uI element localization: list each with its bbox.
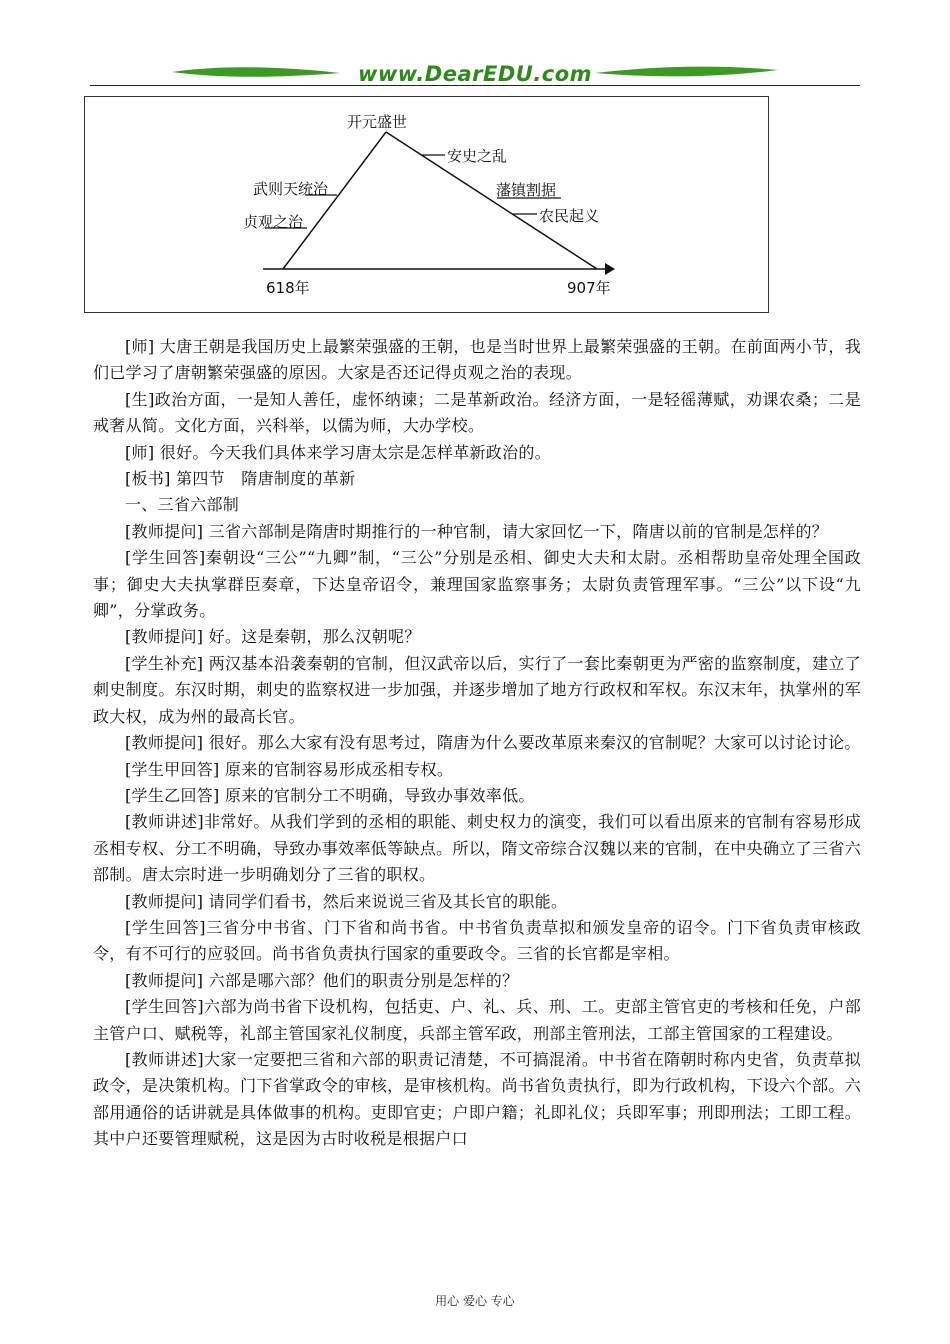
paragraph: [学生乙回答] 原来的官制分工不明确，导致办事效率低。 [125, 785, 535, 805]
lesson-text [93, 334, 861, 1153]
paragraph: [学生回答]秦朝设“三公”“九卿”制，“三公”分别是丞相、御史大夫和太尉。丞相帮助皇帝处理全国政事；御史大夫执掌群臣奏章，下达皇帝诏令，兼理国家监察事务；太尉负责管理军事。“三公”以下设“九卿”，分掌政务。 [93, 548, 861, 621]
paragraph: [教师讲述]非常好。从我们学到的丞相的职能、刺史权力的演变，我们可以看出原来的官制有容易形成丞相专权、分工不明确，导致办事效率低等缺点。所以，隋文帝综合汉魏以来的官制，在中央确立了三省六部制。唐太宗时进一步明确划分了三省的职权。 [93, 812, 861, 885]
paragraph: [学生甲回答] 原来的官制容易形成丞相专权。 [125, 759, 454, 779]
paragraph: [教师提问] 好。这是秦朝，那么汉朝呢？ [125, 627, 421, 647]
start-year-label: 618年 [266, 279, 310, 297]
site-url: www.DearEDU.com [357, 62, 593, 86]
rise-line [283, 132, 386, 269]
paragraph: [师] 很好。今天我们具体来学习唐太宗是怎样革新政治的。 [125, 442, 551, 462]
paragraph: [师] 大唐王朝是我国历史上最繁荣强盛的王朝，也是当时世界上最繁荣强盛的王朝。在前面两小节，我们已学习了唐朝繁荣强盛的原因。大家是否还记得贞观之治的表现。 [93, 337, 861, 383]
fanzhen-label: 藩镇割据 [496, 181, 557, 199]
paragraph: [教师提问] 三省六部制是隋唐时期推行的一种官制，请大家回忆一下，隋唐以前的官制是怎样的？ [125, 521, 829, 541]
wuzetian-label: 武则天统治 [253, 180, 329, 198]
paragraph: [教师讲述]大家一定要把三省和六部的职责记清楚，不可搞混淆。中书省在隋朝时称内史省，负责草拟政令，是决策机构。门下省掌政令的审核，是审核机构。尚书省负责执行，即为行政机构，下设六个部。六部用通俗的话讲就是具体做事的机构。吏即官吏；户即户籍；礼即礼仪；兵即军事；刑即刑法；工即工程。其中户还要管理赋税，这是因为古时收税是根据户口 [93, 1049, 861, 1149]
paragraph: [教师提问] 很好。那么大家有没有思考过，隋唐为什么要改革原来秦汉的官制呢？大家可以讨论讨论。 [125, 733, 861, 753]
paragraph: [学生回答]六部为尚书省下设机构，包括吏、户、礼、兵、刑、工。吏部主管官吏的考核和任免，户部主管户口、赋税等，礼部主管国家礼仪制度，兵部主管军政，刑部主管刑法，工部主管国家的工程建设。 [93, 997, 861, 1043]
page-footer: 用心 爱心 专心 [435, 1294, 515, 1308]
zhenguan-label: 贞观之治 [243, 213, 304, 231]
timeline-lines [85, 97, 768, 312]
page-header [90, 58, 860, 90]
paragraph: [学生回答]三省分中书省、门下省和尚书省。中书省负责草拟和颁发皇帝的诏令。门下省负责审核政令，有不可行的应驳回。尚书省负责执行国家的重要政令。三省的长官都是宰相。 [93, 917, 861, 964]
axis-arrow-icon [605, 263, 615, 275]
nongmin-label: 农民起义 [539, 207, 600, 225]
end-year-label: 907年 [567, 279, 611, 297]
paragraph: [教师提问] 请同学们看书，然后来说说三省及其长官的职能。 [125, 891, 568, 911]
paragraph: [生]政治方面，一是知人善任，虚怀纳谏；二是革新政治。经济方面，一是轻徭薄赋，劝课农桑；二是戒奢从简。文化方面，兴科举，以儒为师，大办学校。 [93, 389, 861, 436]
paragraph: [学生补充] 两汉基本沿袭秦朝的官制，但汉武帝以后，实行了一套比秦朝更为严密的监察制度，建立了刺史制度。东汉时期，刺史的监察权进一步加强，并逐步增加了地方行政权和军权。东汉末年，执掌州的军政大权，成为州的最高长官。 [93, 653, 861, 726]
anshi-label: 安史之乱 [447, 147, 508, 165]
tang-dynasty-timeline-diagram [84, 96, 769, 313]
peak-label: 开元盛世 [347, 113, 408, 131]
paragraph: 一、三省六部制 [125, 495, 240, 515]
paragraph: [板书] 第四节 隋唐制度的革新 [125, 469, 356, 489]
paragraph: [教师提问] 六部是哪六部？他们的职责分别是怎样的？ [125, 970, 519, 990]
